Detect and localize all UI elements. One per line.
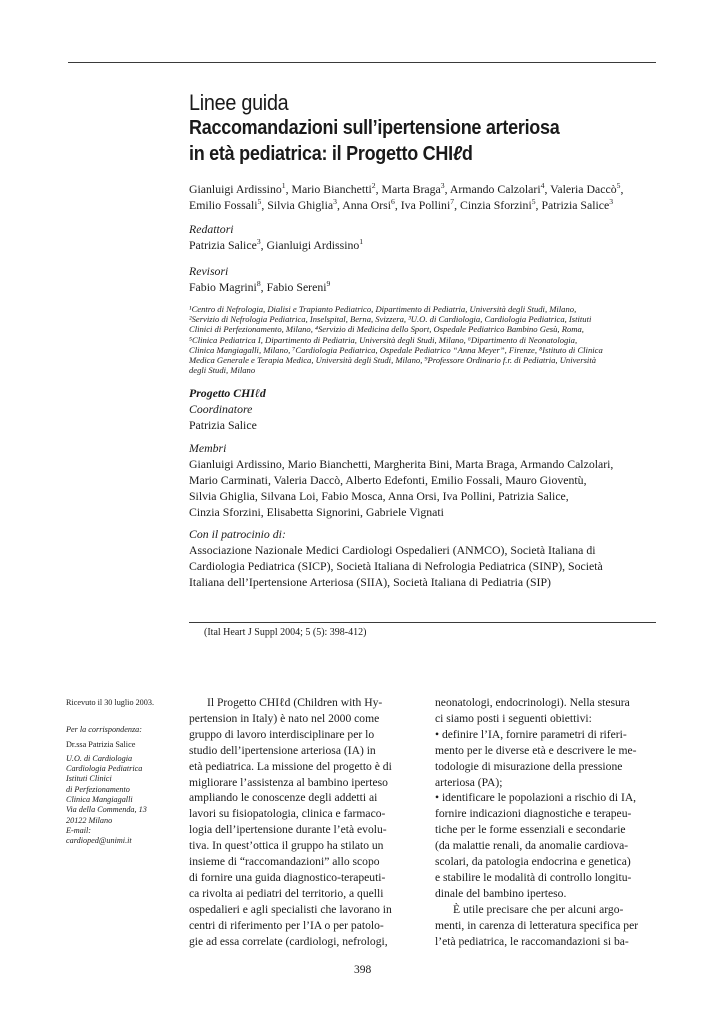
body-line: gruppo di lavoro interdisciplinare per lo bbox=[189, 727, 375, 741]
body-line: e stabilire le modalità di controllo longitu- bbox=[435, 870, 632, 884]
project-name: Progetto CHIℓd bbox=[189, 386, 266, 400]
affiliation-line: Clinici di Perfezionamento, Milano, ⁴Servizio di Medicina dello Sport, Ospedale Pediatrico Bambino Gesù, Roma, bbox=[189, 324, 584, 335]
authors bbox=[189, 181, 659, 213]
patronage-section bbox=[189, 526, 659, 590]
name-separator: , bbox=[544, 182, 551, 196]
person-name: Armando Calzolari bbox=[449, 182, 541, 196]
body-line: insieme di “raccomandazioni” allo scopo bbox=[189, 855, 380, 869]
person-name: Gianluigi Ardissino bbox=[189, 182, 282, 196]
members-line: Mario Carminati, Valeria Daccò, Alberto Edefonti, Emilio Fossali, Mauro Gioventù, bbox=[189, 473, 587, 487]
body-line: ospedalieri e agli specialisti che lavorano in bbox=[189, 902, 392, 916]
correspondence-name: Dr.ssa Patrizia Salice bbox=[66, 739, 136, 749]
reviewers-label: Revisori bbox=[189, 264, 229, 278]
coordinator-label: Coordinatore bbox=[189, 402, 253, 416]
body-line: È utile precisare che per alcuni argo- bbox=[453, 902, 624, 916]
article-title bbox=[189, 115, 560, 167]
affiliation-line: degli Studi, Milano bbox=[189, 365, 256, 376]
name-separator: , bbox=[261, 198, 268, 212]
affiliation-line: Medica Generale e Terapia Medica, Università degli Studi, Milano, ⁹Professore Ordinario f.r. di Pediatria, Università bbox=[189, 355, 597, 366]
address-line: Istituti Clinici bbox=[66, 774, 112, 784]
members-section bbox=[189, 440, 659, 520]
name-separator: , bbox=[535, 198, 542, 212]
project-section bbox=[189, 385, 659, 433]
affiliation-line: ¹Centro di Nefrologia, Dialisi e Trapianto Pediatrico, Dipartimento di Pediatria, Università degli Studi, Milano, bbox=[189, 304, 577, 314]
affiliation-marker: 1 bbox=[281, 181, 286, 191]
authors-line-2 bbox=[189, 197, 659, 213]
body-line: ci siamo posti i seguenti obiettivi: bbox=[435, 711, 592, 725]
body-line: • identificare le popolazioni a rischio di IA, bbox=[435, 791, 637, 805]
body-line: lavori su fisiopatologia, clinica e farmaco- bbox=[189, 807, 386, 821]
members-line: Silvia Ghiglia, Silvana Loi, Fabio Mosca, Anna Orsi, Iva Pollini, Patrizia Salice, bbox=[189, 489, 569, 503]
body-line: età pediatrica. La missione del progetto è di bbox=[189, 759, 392, 773]
received-date: Ricevuto il 30 luglio 2003. bbox=[66, 698, 155, 707]
name-separator: , bbox=[620, 182, 624, 196]
body-line: menti, in carenza di letteratura specifica per bbox=[435, 918, 639, 932]
name-separator: , bbox=[336, 198, 343, 212]
authors-line-1 bbox=[189, 181, 659, 197]
person-name: Cinzia Sforzini bbox=[459, 198, 532, 212]
body-line: arteriosa (PA); bbox=[435, 775, 503, 789]
affiliation-marker: 5 bbox=[257, 197, 262, 207]
person-name: Marta Braga bbox=[381, 182, 441, 196]
editors-names bbox=[189, 237, 363, 253]
name-separator: , bbox=[260, 280, 267, 294]
person-name: Iva Pollini bbox=[400, 198, 451, 212]
person-name: Fabio Sereni bbox=[266, 280, 327, 294]
correspondence-label: Per la corrispondenza: bbox=[66, 725, 142, 735]
affiliation-marker: 4 bbox=[540, 181, 545, 191]
body-line: logia dell’ipertensione durante l’età evolu- bbox=[189, 823, 387, 837]
address-line: E-mail: bbox=[66, 825, 92, 835]
affiliation-marker: 5 bbox=[616, 181, 621, 191]
name-separator: , bbox=[285, 182, 292, 196]
body-line: gie ad essa correlate (cardiologi, nefrologi, bbox=[189, 934, 388, 948]
body-line: todologie di misurazione della pressione bbox=[435, 759, 623, 773]
affiliation-marker: 3 bbox=[440, 181, 445, 191]
body-line: neonatologi, endocrinologi). Nella stesura bbox=[435, 696, 630, 709]
body-line: dinale del bambino iperteso. bbox=[435, 886, 567, 900]
editors-section bbox=[189, 221, 363, 253]
email-link[interactable]: cardioped@unimi.it bbox=[66, 836, 132, 846]
body-column-1 bbox=[189, 695, 410, 950]
person-name: Fabio Magrini bbox=[189, 280, 257, 294]
body-line: fornire indicazioni diagnostiche e terapeu- bbox=[435, 807, 632, 821]
members-line: Gianluigi Ardissino, Mario Bianchetti, Margherita Bini, Marta Braga, Armando Calzolari, bbox=[189, 457, 614, 471]
person-name: Silvia Ghiglia bbox=[267, 198, 334, 212]
affiliation-marker: 3 bbox=[609, 197, 614, 207]
body-line: ampliando le conoscenze degli addetti ai bbox=[189, 791, 378, 805]
address-line: Clinica Mangiagalli bbox=[66, 795, 133, 805]
body-line: mento per le diverse età e descrivere le me- bbox=[435, 743, 637, 757]
person-name: Mario Bianchetti bbox=[291, 182, 372, 196]
affiliation-line: Clinica Mangiagalli, Milano, ⁷Cardiologia Pediatrica, Ospedale Pediatrico “Anna Meyer”, Firenze, ⁸Istituto di Clinica bbox=[189, 344, 603, 355]
article-type: Linee guida bbox=[189, 90, 289, 115]
address-line: 20122 Milano bbox=[66, 815, 113, 825]
editors-label: Redattori bbox=[189, 222, 234, 236]
person-name: Anna Orsi bbox=[342, 198, 392, 212]
members-line: Cinzia Sforzini, Elisabetta Signorini, Gabriele Vignati bbox=[189, 505, 444, 519]
body-line: tiva. In quest’ottica il gruppo ha stilato un bbox=[189, 839, 384, 853]
members-label: Membri bbox=[189, 441, 227, 455]
person-name: Valeria Daccò bbox=[550, 182, 617, 196]
citation: (Ital Heart J Suppl 2004; 5 (5): 398-412) bbox=[204, 627, 367, 638]
affiliation-marker: 6 bbox=[391, 197, 395, 207]
body-column-2 bbox=[435, 695, 656, 950]
affiliation-line: ⁵Clinica Pediatrica I, Dipartimento di Pediatria, Università degli Studi, Milano, ⁶Dipartimento di Neonatologia, bbox=[189, 334, 578, 345]
name-separator: , bbox=[394, 198, 401, 212]
body-line: pertension in Italy) è nato nel 2000 come bbox=[189, 711, 380, 725]
coordinator-name: Patrizia Salice bbox=[189, 418, 257, 432]
title-line-1: Raccomandazioni sull’ipertensione arteriosa bbox=[189, 117, 560, 139]
body-line: di fornire una guida diagnostico-terapeuti- bbox=[189, 870, 386, 884]
affiliation-marker: 3 bbox=[256, 237, 261, 247]
affiliation-marker: 9 bbox=[326, 279, 331, 289]
reviewers-section bbox=[189, 263, 330, 295]
title-line-2: in età pediatrica: il Progetto CHIℓd bbox=[189, 143, 473, 165]
body-line: (da malattie renali, da anomalie cardiova- bbox=[435, 839, 629, 853]
address-line: U.O. di Cardiologia bbox=[66, 753, 133, 763]
sidebar bbox=[66, 698, 186, 847]
person-name: Gianluigi Ardissino bbox=[266, 238, 360, 252]
name-separator: , bbox=[375, 182, 382, 196]
patronage-line: Associazione Nazionale Medici Cardiologi Ospedalieri (ANMCO), Società Italiana di bbox=[189, 543, 596, 557]
affiliation-marker: 1 bbox=[359, 237, 364, 247]
affiliation-marker: 2 bbox=[371, 181, 376, 191]
address-line: di Perfezionamento bbox=[66, 784, 130, 794]
reviewers-names bbox=[189, 279, 330, 295]
page-number: 398 bbox=[354, 964, 372, 976]
address-line: Via della Commenda, 13 bbox=[66, 805, 147, 815]
patronage-label: Con il patrocinio di: bbox=[189, 527, 286, 541]
affiliation-marker: 8 bbox=[256, 279, 261, 289]
affiliation-marker: 5 bbox=[531, 197, 536, 207]
patronage-line: Cardiologia Pediatrica (SICP), Società Italiana di Nefrologia Pediatrica (SINP), Società bbox=[189, 559, 603, 573]
patronage-line: Italiana dell’Ipertensione Arteriosa (SIIA), Società Italiana di Pediatria (SIP) bbox=[189, 575, 551, 589]
body-line: Il Progetto CHIℓd (Children with Hy- bbox=[207, 696, 383, 709]
body-line: tiche per le forme essenziali e secondarie bbox=[435, 823, 626, 837]
body-line: centri di riferimento per l’IA o per patolo- bbox=[189, 918, 384, 932]
body-line: ca rivolta ai pediatri del territorio, a quelli bbox=[189, 886, 384, 900]
citation-rule bbox=[189, 622, 656, 623]
person-name: Emilio Fossali bbox=[189, 198, 258, 212]
person-name: Patrizia Salice bbox=[189, 238, 257, 252]
affiliation-line: ²Servizio di Nefrologia Pediatrica, Inselspital, Berna, Svizzera, ³U.O. di Cardiologia, Cardiologia Pediatrica, Istituti bbox=[189, 314, 592, 325]
body-line: • definire l’IA, fornire parametri di riferi- bbox=[435, 727, 627, 741]
name-separator: , bbox=[454, 198, 460, 212]
body-line: scolari, da patologia endocrina e genetica) bbox=[435, 855, 631, 869]
name-separator: , bbox=[444, 182, 450, 196]
affiliations bbox=[189, 304, 659, 375]
body-line: migliorare l’assistenza al bambino iperteso bbox=[189, 775, 388, 789]
script-l-glyph: ℓ bbox=[452, 143, 462, 165]
affiliation-marker: 7 bbox=[450, 197, 455, 207]
top-rule bbox=[68, 62, 656, 63]
affiliation-marker: 3 bbox=[333, 197, 337, 207]
person-name: Patrizia Salice bbox=[541, 198, 610, 212]
address-line: Cardiologia Pediatrica bbox=[66, 764, 143, 774]
body-line: studio dell’ipertensione arteriosa (IA) in bbox=[189, 743, 376, 757]
body-line: l’età pediatrica, le raccomandazioni si ba- bbox=[435, 934, 629, 948]
name-separator: , bbox=[260, 238, 267, 252]
